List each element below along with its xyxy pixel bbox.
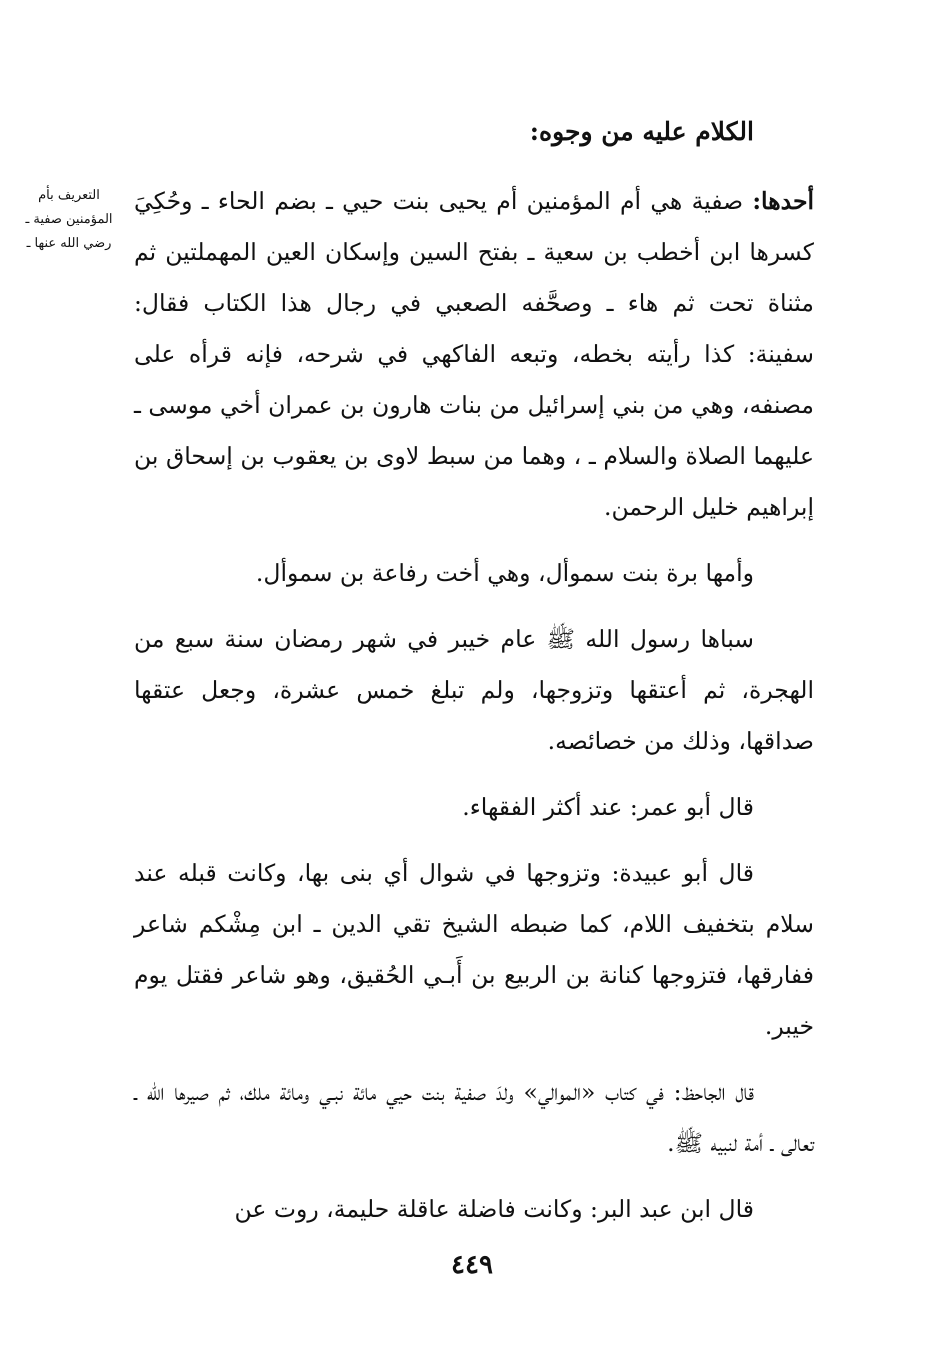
paragraph-4: قال أبو عمر: عند أكثر الفقهاء.	[462, 793, 754, 821]
paragraph-5: قال أبو عبيدة: وتزوجها في شوال أي بنى بها، وكانت قبله عند سلام بتخفيف اللام، كما ضبطه الشيخ تقي الدين ـ ابن مِشْكم شاعر ففارقها، فتزوجها كنانة بن الربيع بن أَبـي الحُقيق، وهو شاعر فقتل يوم خيبر.	[134, 859, 814, 1040]
paragraph-2: وأمها برة بنت سموأل، وهي أخت رفاعة بن سموأل.	[255, 559, 754, 587]
paragraph-3: سباها رسول الله ﷺ عام خيبر في شهر رمضان سنة سبع من الهجرة، ثم أعتقها وتزوجها، ولم تبلغ خمس عشرة، وجعل عتقها صداقها، وذلك من خصائصه.	[134, 625, 814, 755]
paragraph-lead: أحدها:	[752, 187, 814, 215]
paragraph-1	[134, 176, 814, 533]
main-text	[134, 176, 814, 1250]
section-heading: الكلام عليه من وجوه:	[529, 117, 754, 146]
page-number: ٤٤٩	[451, 1250, 493, 1280]
paragraph-text: صفية هي أم المؤمنين أم يحيى بنت حيي ـ بضم الحاء ـ وحُكِيَ كسرها ابن أخطب بن سعية ـ بفتح السين وإسكان العين المهملتين ثم مثناة تحت ثم هاء ـ وصحَّفه الصعبي في رجال هذا الكتاب فقال: سفينة: كذا رأيته بخطه، وتبعه الفاكهي في شرحه، فإنه قرأه على مصنفه، وهي من بني إسرائيل من بنات هارون بن عمران أخي موسى ـ عليهما الصلاة والسلام ـ ، وهما من سبط لاوى بن يعقوب بن إسحاق بن إبراهيم خليل الرحمن.	[134, 187, 814, 521]
margin-note: التعريف بأم المؤمنين صفية ـ رضي الله عنها ـ	[25, 188, 113, 251]
paragraph-6: قال الجاحظ: في كتاب «الموالي» ولدَ صفية بنت حيي مائة نبـي ومائة ملك، ثم صيرها الله ـ تعالى ـ أمة لنبيه ﷺ.	[134, 1078, 814, 1157]
paragraph-7: قال ابن عبد البر: وكانت فاضلة عاقلة حليمة، روت عن	[234, 1195, 754, 1223]
